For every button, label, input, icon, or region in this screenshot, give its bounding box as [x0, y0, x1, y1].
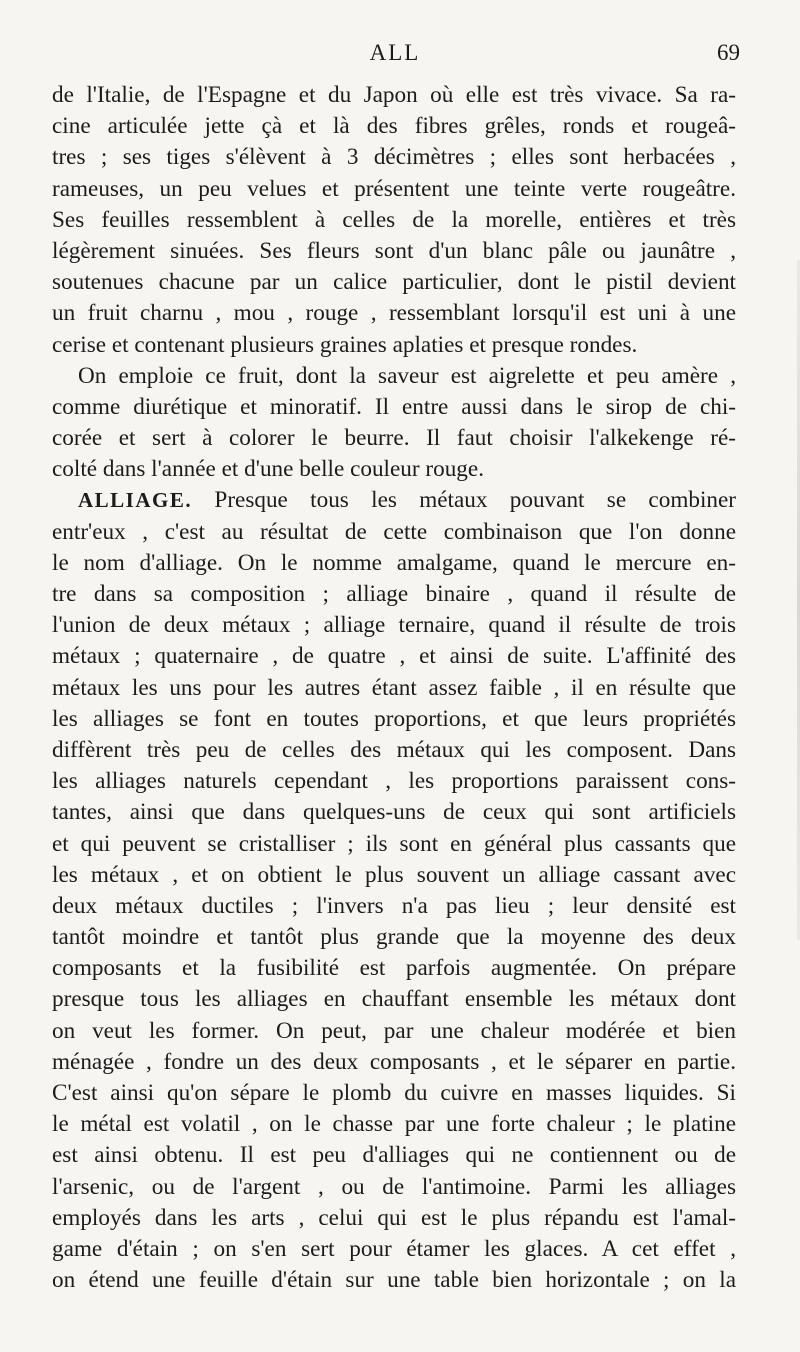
- paragraph-2: [52, 361, 736, 486]
- text-line: et qui peuvent se cristalliser ; ils sont en général plus cassants que: [52, 830, 736, 857]
- text-line: presque tous les alliages en chauffant ensemble les métaux dont: [52, 986, 736, 1013]
- text-line: diffèrent très peu de celles des métaux qui les composent. Dans: [52, 736, 736, 763]
- text-line: l'arsenic, ou de l'argent , ou de l'antimoine. Parmi les alliages: [52, 1173, 736, 1200]
- text-line: entr'eux , c'est au résultat de cette combinaison que l'on donne: [52, 518, 736, 545]
- text-line: comme diurétique et minoratif. Il entre aussi dans le sirop de chi-: [52, 393, 736, 420]
- text-line: le nom d'alliage. On le nomme amalgame, quand le mercure en-: [52, 549, 736, 576]
- text-line: cerise et contenant plusieurs graines aplaties et presque rondes.: [52, 331, 638, 358]
- text-line: Ses feuilles ressemblent à celles de la morelle, entières et très: [52, 206, 736, 233]
- page-number: 69: [717, 40, 740, 65]
- text-line: tre dans sa composition ; alliage binaire , quand il résulte de: [52, 581, 736, 607]
- running-head: ALL: [369, 40, 421, 65]
- text-line: colté dans l'année et d'une belle couleur rouge.: [52, 456, 484, 483]
- entry-heading: ALLIAGE.: [78, 488, 193, 513]
- page-body: [52, 80, 736, 1296]
- text-line: On emploie ce fruit, dont la saveur est aigrelette et peu amère ,: [78, 362, 736, 389]
- text-line: employés dans les arts , celui qui est le plus répandu est l'amal-: [52, 1204, 736, 1231]
- text-line: les métaux , et on obtient le plus souvent un alliage cassant avec: [52, 861, 736, 888]
- text-line: [52, 485, 736, 516]
- text-line: les alliages se font en toutes proportions, et que leurs propriétés: [52, 705, 736, 732]
- text-line: tantes, ainsi que dans quelques-uns de ceux qui sont artificiels: [52, 799, 736, 826]
- entry-text: Presque tous les métaux pouvant se combiner: [192, 487, 736, 514]
- text-line: est ainsi obtenu. Il est peu d'alliages qui ne contiennent ou de: [52, 1142, 736, 1169]
- text-line: de l'Italie, de l'Espagne et du Japon où elle est très vivace. Sa ra-: [52, 82, 736, 108]
- text-line: un fruit charnu , mou , rouge , ressemblant lorsqu'il est uni à une: [52, 300, 736, 327]
- text-line: métaux ; quaternaire , de quatre , et ainsi de suite. L'affinité des: [52, 643, 736, 670]
- text-line: l'union de deux métaux ; alliage ternaire, quand il résulte de trois: [52, 612, 736, 639]
- text-line: composants et la fusibilité est parfois augmentée. On prépare: [52, 955, 736, 982]
- text-line: légèrement sinuées. Ses fleurs sont d'un blanc pâle ou jaunâtre ,: [52, 237, 736, 264]
- text-line: tres ; ses tiges s'élèvent à 3 décimètres ; elles sont herbacées ,: [52, 144, 736, 171]
- page-header: [50, 40, 740, 76]
- text-line: rameuses, un peu velues et présentent une teinte verte rougeâtre.: [52, 175, 736, 202]
- paragraph-1: [52, 80, 736, 361]
- text-line: on veut les former. On peut, par une chaleur modérée et bien: [52, 1017, 736, 1044]
- text-line: on étend une feuille d'étain sur une table bien horizontale ; on la: [52, 1267, 736, 1294]
- text-line: corée et sert à colorer le beurre. Il faut choisir l'alkekenge ré-: [52, 425, 736, 452]
- text-line: soutenues chacune par un calice particulier, dont le pistil devient: [52, 269, 736, 296]
- text-line: ménagée , fondre un des deux composants , et le séparer en partie.: [52, 1048, 736, 1075]
- text-line: le métal est volatil , on le chasse par une forte chaleur ; le platine: [52, 1111, 736, 1138]
- text-line: les alliages naturels cependant , les proportions paraissent cons-: [52, 768, 736, 795]
- entry-alliage: [52, 485, 736, 1296]
- text-line: métaux les uns pour les autres étant assez faible , il en résulte que: [52, 674, 736, 701]
- text-line: cine articulée jette çà et là des fibres grêles, ronds et rougeâ-: [52, 113, 736, 140]
- text-line: deux métaux ductiles ; l'invers n'a pas lieu ; leur densité est: [52, 892, 736, 919]
- text-line: tantôt moindre et tantôt plus grande que la moyenne des deux: [52, 924, 736, 951]
- text-line: C'est ainsi qu'on sépare le plomb du cuivre en masses liquides. Si: [52, 1080, 736, 1106]
- text-line: game d'étain ; on s'en sert pour étamer les glaces. A cet effet ,: [52, 1235, 736, 1262]
